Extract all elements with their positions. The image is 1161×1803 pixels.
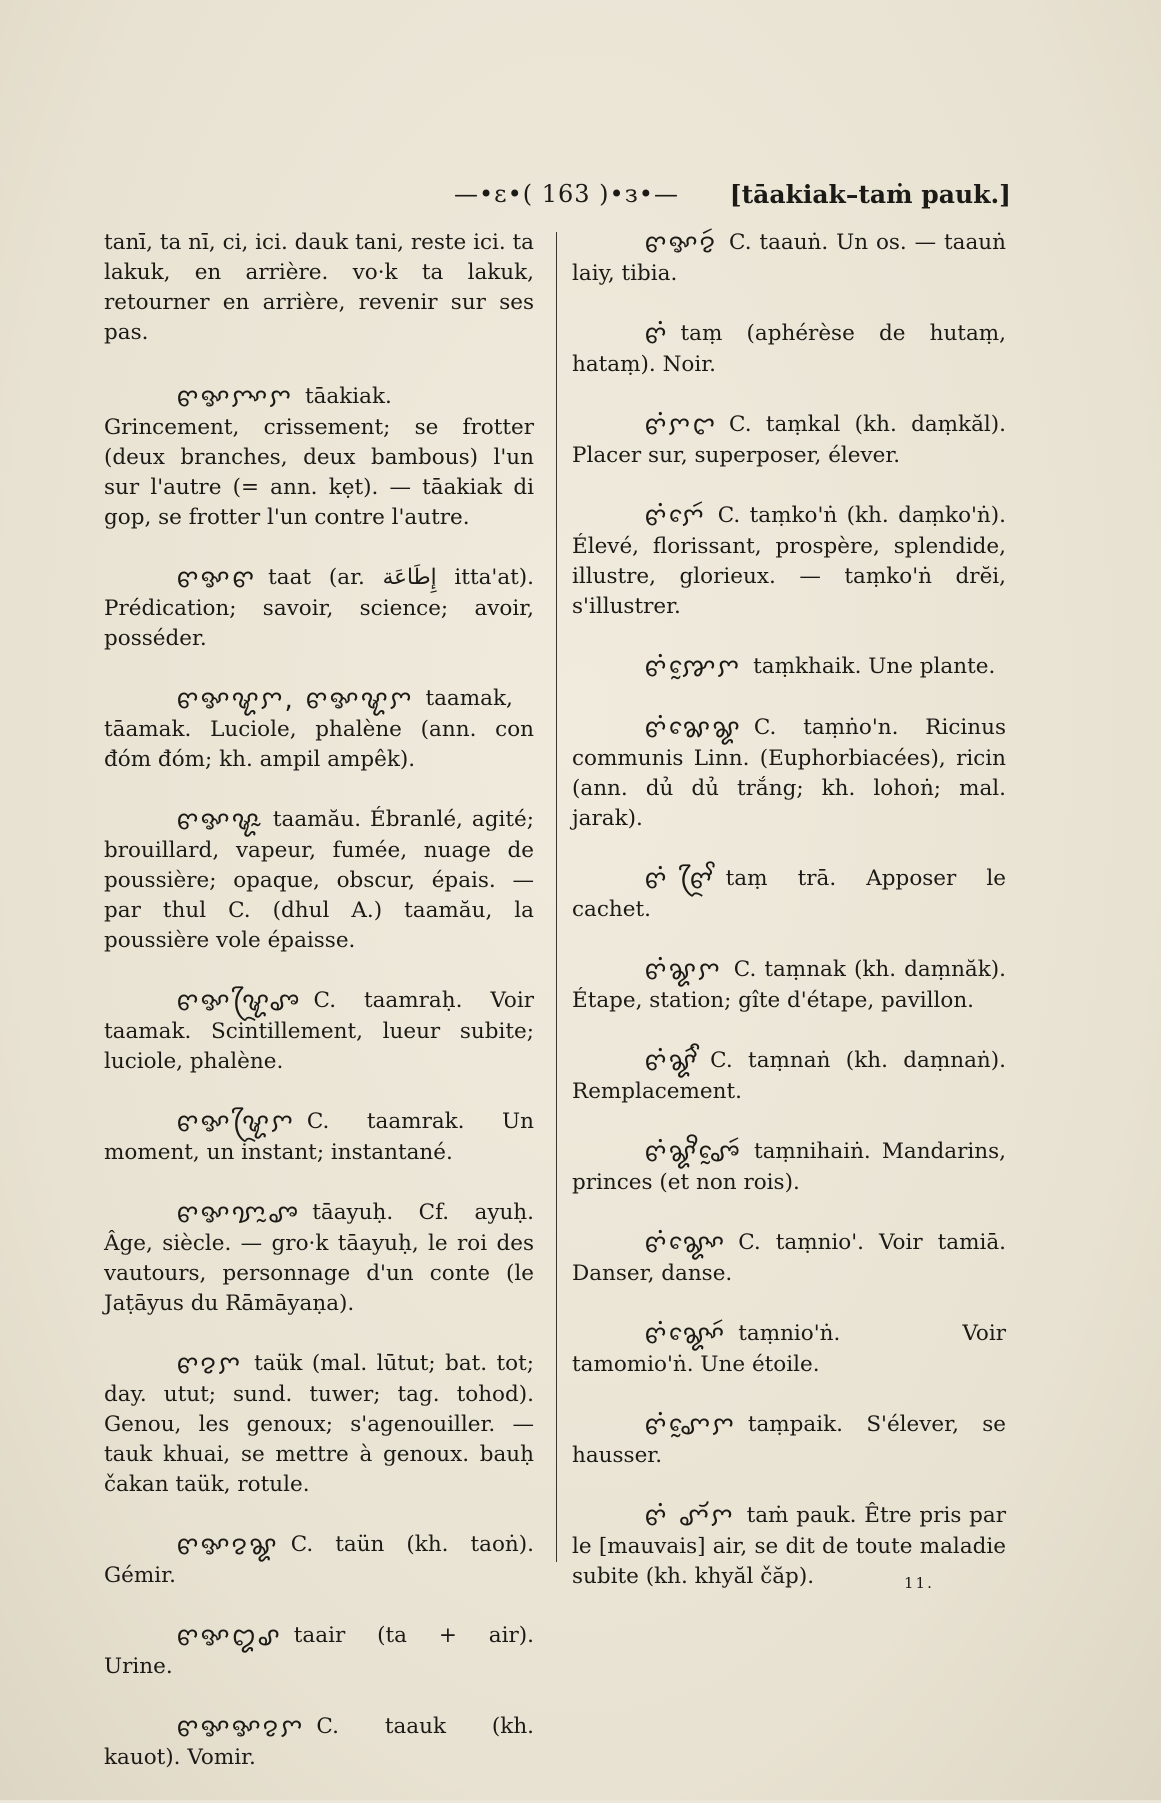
dictionary-entry [572,501,1006,622]
entry-text: taṃ (aphérèse de hutaṃ, hataṃ). Noir. [572,321,1006,377]
entry-text: taṃkhaik. Une plante. [753,654,996,679]
cham-script: ꨓꩌꨘꨩꩃ [644,1047,699,1077]
entry-text: C. taṃṅo'n. Ricinus communis Linn. (Euphorbiacées), ricin (ann. dủ dủ trắng; kh. lohoṅ; mal. jarak). [572,715,1006,831]
entry-text: taair (ta + air). Urine. [104,1623,534,1679]
dictionary-entry [572,713,1006,834]
dictionary-entry [104,1712,534,1773]
dictionary-entry [104,805,534,956]
cham-script: ꨓꨀꨆꨳꨆ [176,383,293,413]
cham-script: ꨓꨂꨆ [176,1350,243,1380]
cham-script: ꨓꩌ ꨚꨮꨆ [644,1502,735,1532]
entry-text: tāayuḥ. Cf. ayuḥ. Âge, siècle. — gro·k tāayuḥ, le roi des vautours, personnage d'un conte (le Jaṭāyus du Rāmāyaṇa). [104,1200,534,1316]
entry-text: C. taṃko'ṅ (kh. daṃko'ṅ). Élevé, florissant, prospère, splendide, illustre, glorieux. — taṃko'ṅ drĕi, s'illustrer. [572,503,1006,619]
entry-text: C. taauṅ. Un os. — taauṅ laiy, tibia. [572,230,1006,286]
dictionary-entry [572,955,1006,1016]
cham-script: ꨓꩌꨚꨰꨆ [644,1411,736,1441]
cham-script: ꨓꩌꨆꨤ [644,411,718,441]
dictionary-entry [572,652,1006,683]
dictionary-entry [572,864,1006,925]
dictionary-entry [104,1349,534,1500]
entry-text: taṁ pauk. Être pris par le [mauvais] air, se dit de toute maladie subite (kh. khyăl čăp). [572,1503,1006,1589]
cham-script: ꨓꩌꨗꨯꨘ [644,714,742,744]
dictionary-entry [104,684,534,775]
cham-script: ꨓꩌꨘꨳꨯꩃ [644,1320,727,1350]
dictionary-entry [572,1410,1006,1471]
entry-text: C. taün (kh. taoṅ). Gémir. [104,1532,534,1588]
right-column [572,228,1006,1622]
cham-script: ꨓꩌ [644,320,669,350]
dictionary-entry [572,228,1006,289]
dictionary-entry [572,1046,1006,1107]
entry-text: taamău. Ébranlé, agité; brouillard, vapeur, fumée, nuage de poussière; opaque, obscur, épais. — par thul C. (dhul A.) taamău, la poussière vole épaisse. [104,807,534,953]
left-column [104,228,534,1803]
cham-script: ꨓꩌ ꨓꨴꨩ [644,865,714,895]
cham-script: ꨓꨀꨠꨆ, ꨓꨀꨠꨆ [176,685,414,715]
page-number: —•ɛ•( 163 )•з•— [454,180,679,208]
entry-text: taṃpaik. S'élever, se hausser. [572,1412,1006,1468]
cham-script: ꨓꩌꨘꨆ [644,956,722,986]
cham-script: ꨓꨀꨂꩃ [644,229,718,259]
cham-script: ꨓꨀꨢꨭꨨ [176,1199,301,1229]
entry-text: C. taamrak. Un moment, un instant; instantané. [104,1109,534,1165]
entry-text: C. taṃnaṅ (kh. daṃnaṅ). Remplacement. [572,1048,1006,1104]
entry-text: taṃnio'ṅ. Voir tamomio'ṅ. Une étoile. [572,1321,1006,1377]
entry-text: C. taauk (kh. kauot). Vomir. [104,1714,534,1770]
cham-script: ꨓꨀꨠꨴꨆ [176,1108,295,1138]
entry-text: C. taṃkal (kh. daṃkăl). Placer sur, superposer, élever. [572,412,1006,468]
entry-text: taat (ar. إِطَاعَة itta'at). Prédication; savoir, science; avoir, posséder. [104,565,534,651]
entry-text: C. taṃnio'. Voir tamiā. Danser, danse. [572,1230,1006,1286]
dictionary-entry [104,228,534,348]
entry-text: taṃ trā. Apposer le cachet. [572,866,1006,922]
dictionary-entry [104,1107,534,1168]
cham-script: ꨓꩌꨘꨳꨯ [644,1229,727,1259]
dictionary-entry [104,1198,534,1319]
entry-text: taamak, tāamak. Luciole, phalène (ann. con đóm đóm; kh. ampil ampêk). [104,686,534,772]
dictionary-entry [104,563,534,654]
entry-text: tāakiak. Grincement, crissement; se frotter (deux branches, deux bambous) l'un sur l'autre (= ann. kẹt). — tāakiak di gop, se frotter l'un contre l'autre. [104,384,534,530]
dictionary-entry [572,319,1006,380]
entry-text: tanī, ta nī, ci, ici. dauk tani, reste ici. ta lakuk, en arrière. vo·k ta lakuk, retourner en arrière, revenir sur ses pas. [104,230,534,345]
column-divider [556,232,557,1562]
dictionary-entry [572,1228,1006,1289]
entry-text: C. taṃnak (kh. daṃnăk). Étape, station; gîte d'étape, pavillon. [572,957,1006,1013]
entry-text: taṃnihaiṅ. Mandarins, princes (et non rois). [572,1139,1006,1195]
running-head: [tāakiak–taṁ pauk.] [729,180,1011,209]
dictionary-entry [572,410,1006,471]
entry-text: C. taamraḥ. Voir taamak. Scintillement, lueur subite; luciole, phalène. [104,988,534,1074]
dictionary-entry [572,1137,1006,1198]
cham-script: ꨓꨀꨠꨭ [176,806,261,836]
dictionary-entry [104,1621,534,1682]
cham-script: ꨓꨀꨁꨣ [176,1622,282,1652]
dictionary-entry [104,382,534,533]
cham-script: ꨓꨀꨓ [176,564,257,594]
cham-script: ꨓꨀꨂꨘ [176,1531,279,1561]
cham-script: ꨓꩌꨆꨯꩃ [644,502,706,532]
page-header [454,180,1011,220]
cham-script: ꨓꩌꨇꨰꨆ [644,653,742,683]
dictionary-entry [104,1530,534,1591]
signature-mark: 11. [904,1574,934,1592]
entry-text: taük (mal. lūtut; bat. tot; day. utut; sund. tuwer; tag. tohod). Genou, les genoux; s'agenouiller. — tauk khuai, se mettre à genoux. bauḥ čakan taük, rotule. [104,1351,534,1497]
cham-script: ꨓꩌꨘꨪꨨꨰꩃ [644,1138,742,1168]
dictionary-entry [572,1319,1006,1380]
cham-script: ꨓꨀꨀꨂꨆ [176,1713,305,1743]
cham-script: ꨓꨀꨠꨴꨨ [176,987,302,1017]
dictionary-entry [572,1501,1006,1592]
dictionary-entry [104,986,534,1077]
